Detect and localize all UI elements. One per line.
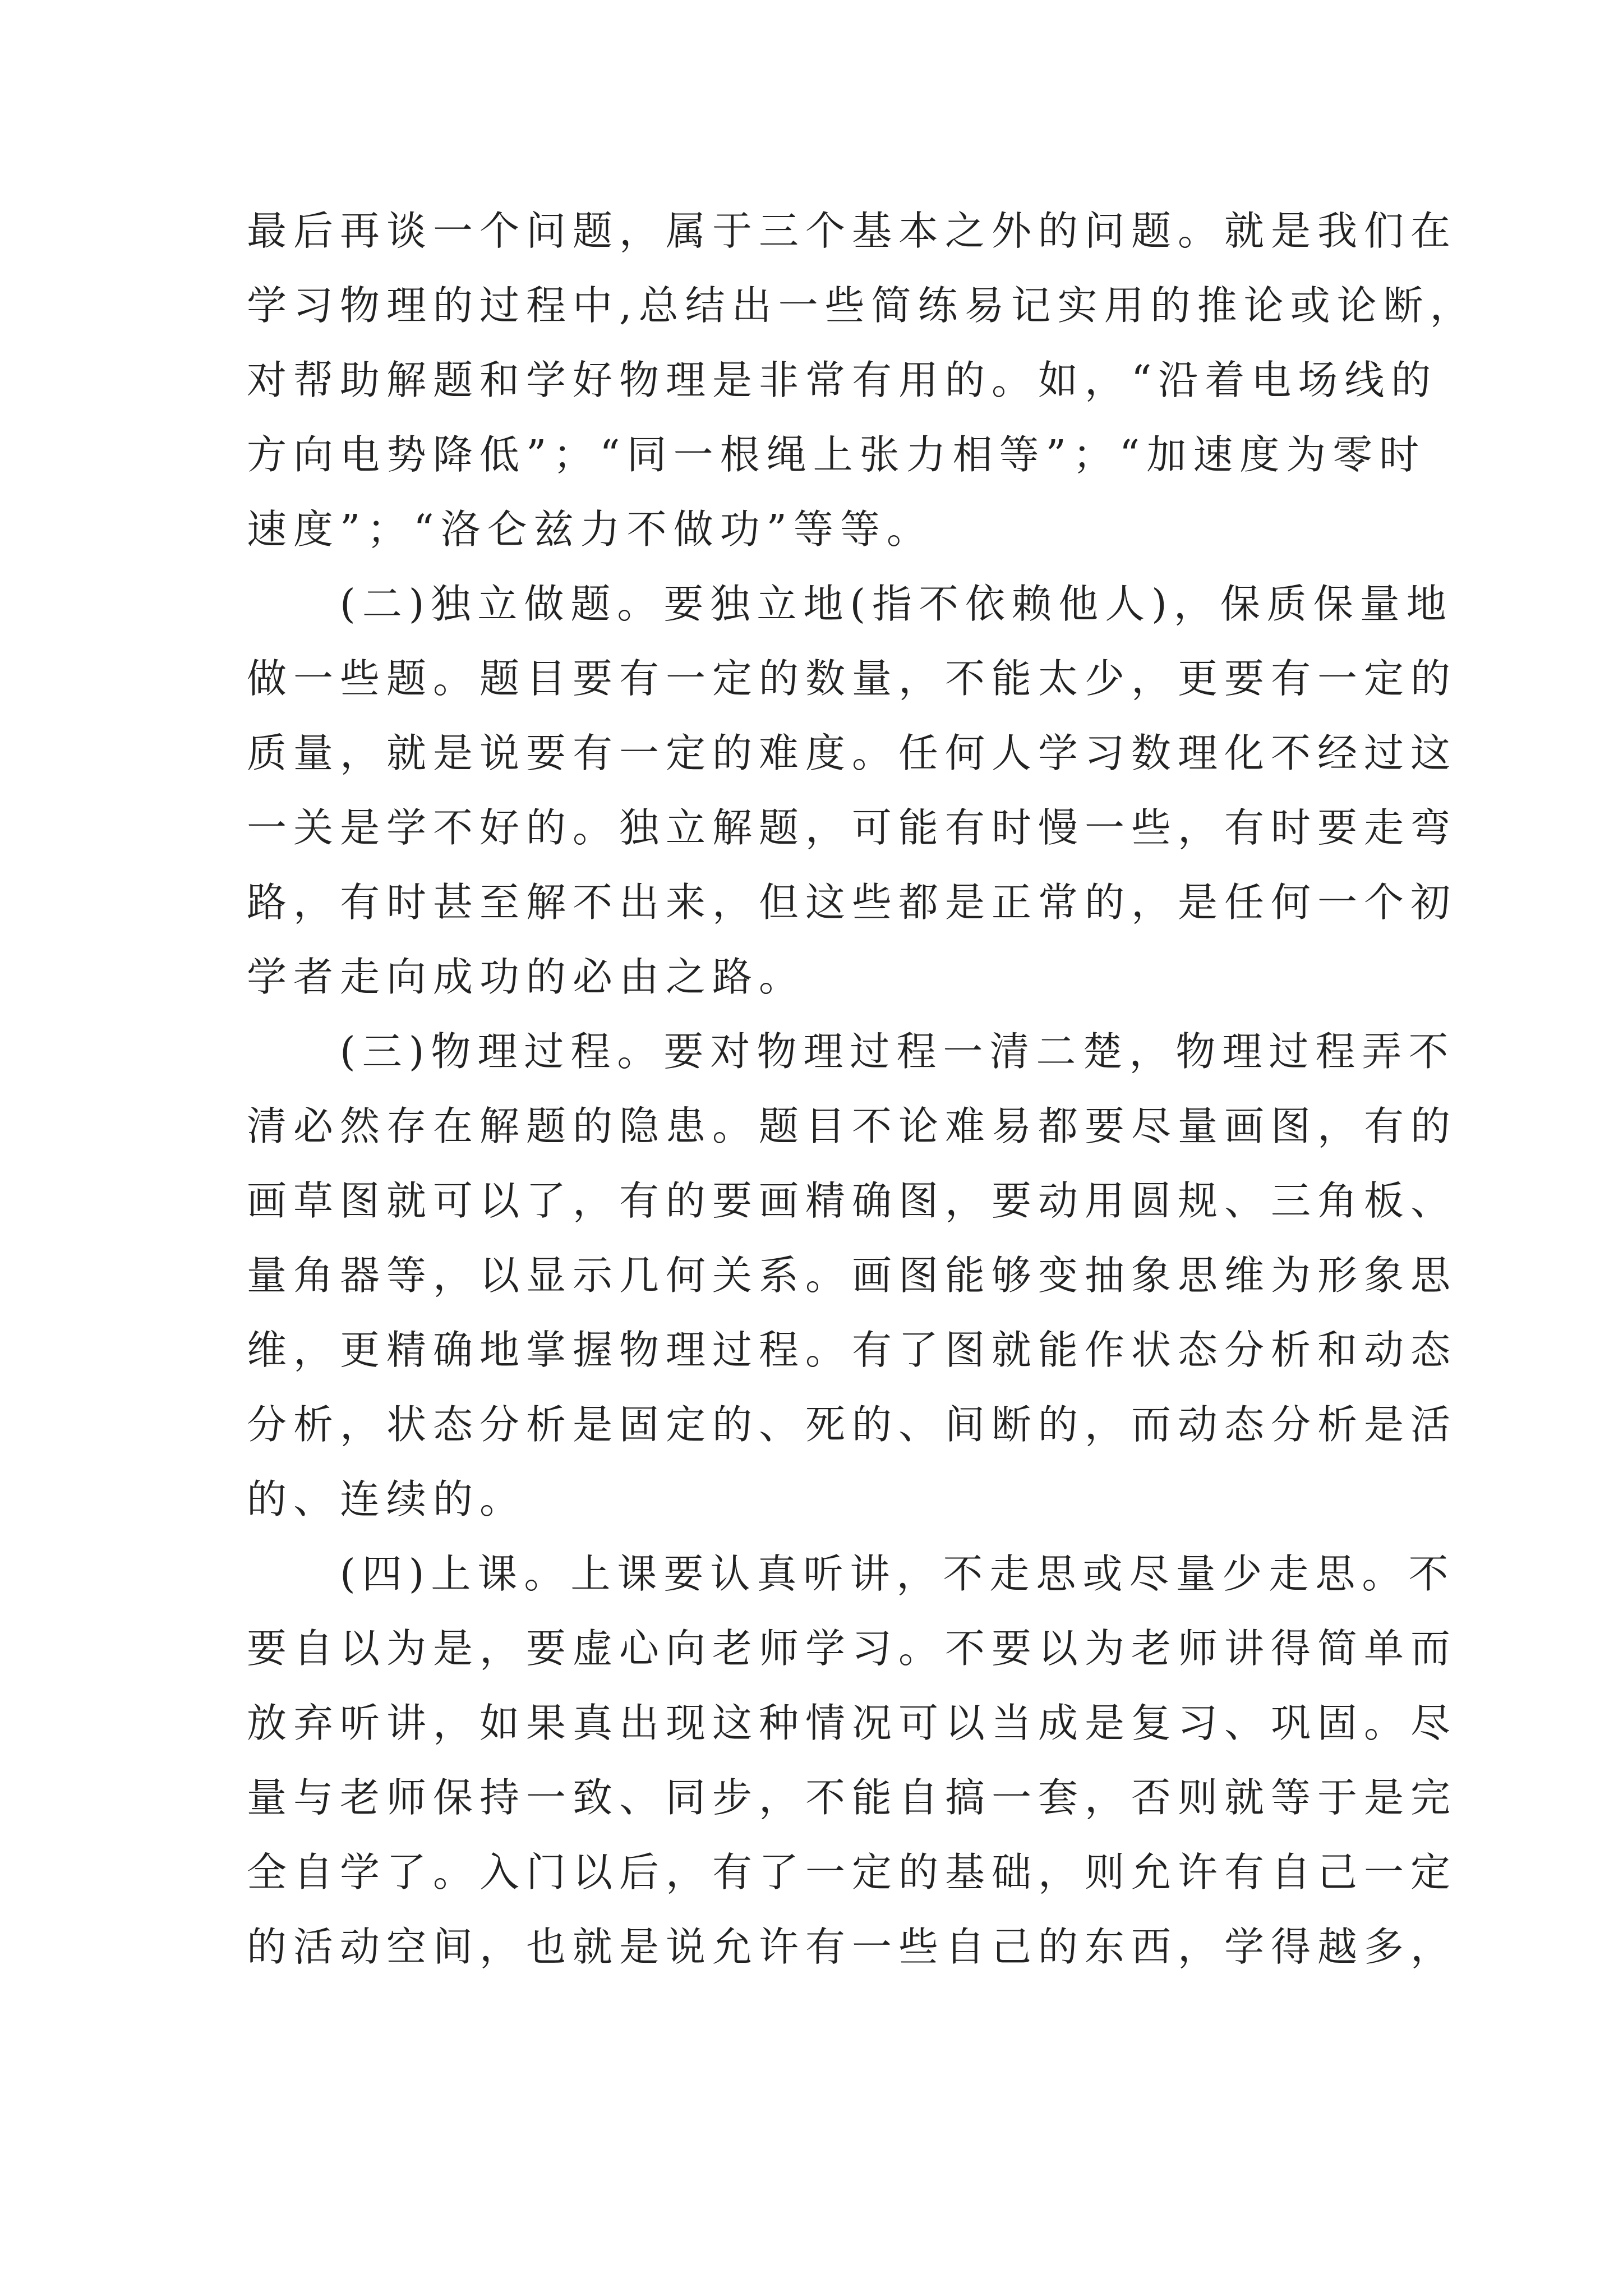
text-line: 维，更精确地掌握物理过程。有了图就能作状态分析和动态 [247,1327,1458,1373]
text-line: 的、连续的。 [247,1476,527,1522]
text-line: 分析，状态分析是固定的、死的、间断的，而动态分析是活 [247,1401,1458,1448]
text-line: 学者走向成功的必由之路。 [247,954,806,1000]
paragraph-2 [247,567,1458,1014]
body-text [247,194,1477,1984]
text-line: (三)物理过程。要对物理过程一清二楚，物理过程弄不 [247,1028,1455,1075]
paragraph-4 [247,1536,1458,1984]
paragraph-3 [247,1014,1458,1536]
text-line: 全自学了。入门以后，有了一定的基础，则允许有自己一定 [247,1849,1458,1895]
text-line: (四)上课。上课要认真听讲，不走思或尽量少走思。不 [247,1550,1455,1597]
text-line: 速度”；“洛仑兹力不做功”等等。 [247,506,933,553]
text-line: 做一些题。题目要有一定的数量，不能太少，更要有一定的 [247,655,1458,702]
text-line: 对帮助解题和学好物理是非常有用的。如，“沿着电场线的 [247,357,1438,403]
paragraph-1 [247,194,1477,567]
text-line: 量与老师保持一致、同步，不能自搞一套，否则就等于是完 [247,1774,1458,1821]
text-line: 量角器等，以显示几何关系。画图能够变抽象思维为形象思 [247,1252,1458,1299]
text-line: 要自以为是，要虚心向老师学习。不要以为老师讲得简单而 [247,1625,1458,1672]
text-line: 路，有时甚至解不出来，但这些都是正常的，是任何一个初 [247,879,1458,926]
text-line: 的活动空间，也就是说允许有一些自己的东西，学得越多， [247,1924,1458,1970]
text-line: 画草图就可以了，有的要画精确图，要动用圆规、三角板、 [247,1177,1458,1224]
text-line: 最后再谈一个问题，属于三个基本之外的问题。就是我们在 [247,208,1458,254]
text-line: 学习物理的过程中,总结出一些简练易记实用的推论或论断， [247,282,1477,329]
text-line: 方向电势降低”；“同一根绳上张力相等”；“加速度为零时 [247,431,1426,478]
text-line: (二)独立做题。要独立地(指不依赖他人)，保质保量地 [247,581,1453,627]
text-line: 放弃听讲，如果真出现这种情况可以当成是复习、巩固。尽 [247,1700,1458,1746]
text-line: 质量，就是说要有一定的难度。任何人学习数理化不经过这 [247,730,1458,776]
text-line: 清必然存在解题的隐患。题目不论难易都要尽量画图，有的 [247,1103,1458,1149]
text-line: 一关是学不好的。独立解题，可能有时慢一些，有时要走弯 [247,804,1458,851]
